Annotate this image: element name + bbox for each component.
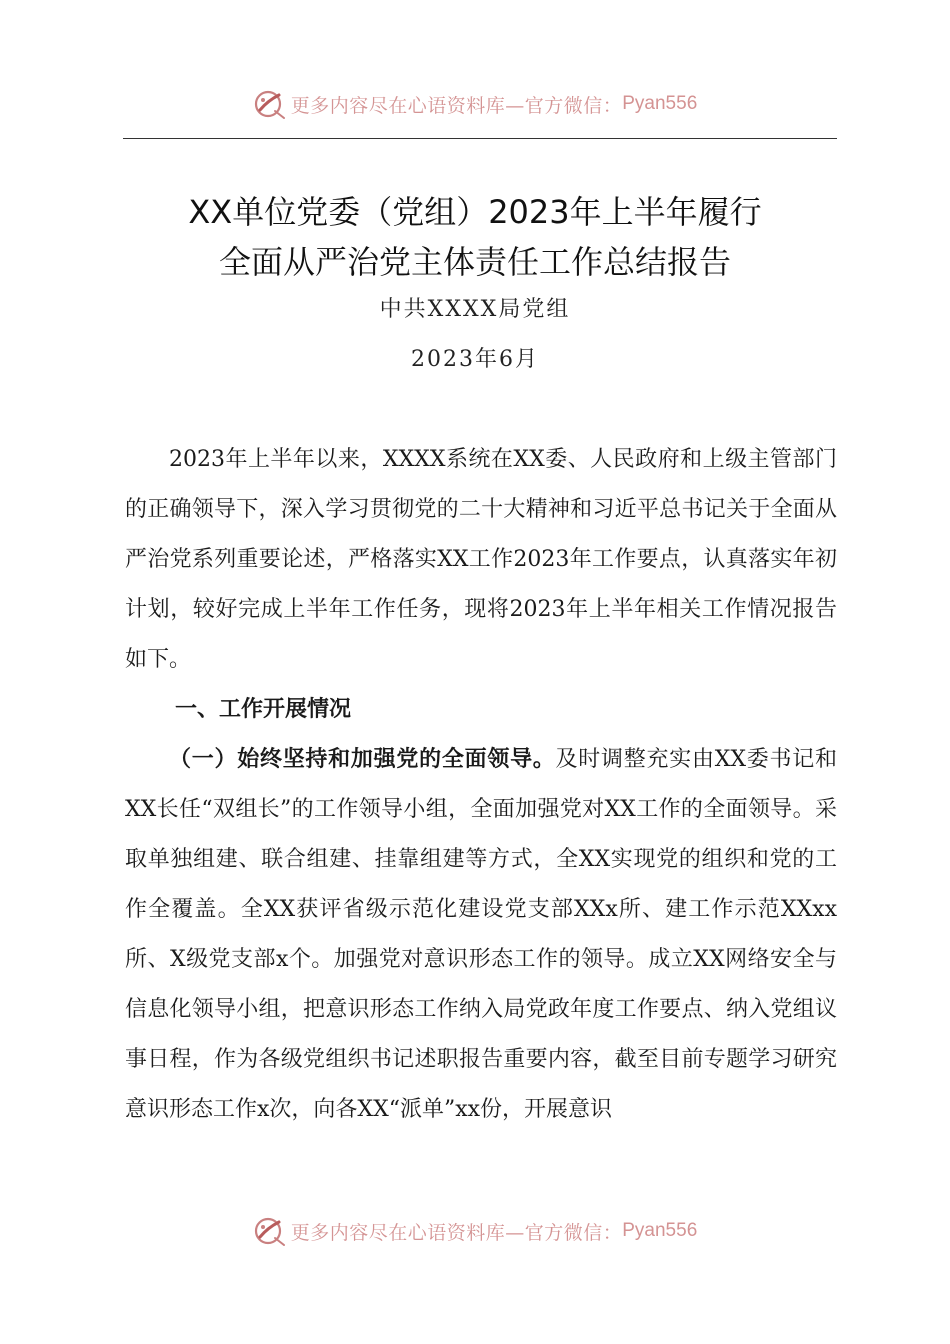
document-body bbox=[125, 435, 837, 1135]
document-title-line-2: 全面从严治党主体责任工作总结报告 bbox=[218, 243, 731, 281]
pen-circle-logo-icon bbox=[253, 1214, 287, 1248]
section-heading: 一、工作开展情况 bbox=[175, 697, 352, 722]
header-banner-text: 更多内容尽在心语资料库—官方微信： bbox=[290, 94, 623, 117]
document-title-line-1: XX单位党委（党组）2023年上半年履行 bbox=[188, 193, 762, 231]
header-banner-wechat-id: Pyan556 bbox=[622, 93, 698, 114]
header-divider bbox=[123, 138, 837, 139]
footer-banner-text: 更多内容尽在心语资料库—官方微信： bbox=[290, 1221, 623, 1244]
header-banner bbox=[0, 84, 950, 124]
footer-banner bbox=[0, 1211, 950, 1251]
subsection-paragraph bbox=[125, 735, 837, 1135]
document-organization: 中共XXXX局党组 bbox=[379, 297, 571, 322]
pen-circle-logo-icon bbox=[253, 87, 287, 121]
subsection-text: 及时调整充实由XX委书记和XX长任“双组长”的工作领导小组，全面加强党对XX工作的全面领导。采取单独组建、联合组建、挂靠组建等方式，全XX实现党的组织和党的工作全覆盖。全XX获评省级示范化建设党支部XXx所、建工作示范XXxx所、X级党支部x个。加强党对意识形态工作的领导。成立XX网络安全与信息化领导小组，把意识形态工作纳入局党政年度工作要点、纳入党组议事日程，作为各级党组织书记述职报告重要内容，截至目前专题学习研究意识形态工作x次，向各XX“派单”xx份，开展意识 bbox=[125, 747, 837, 1122]
footer-banner-wechat-id: Pyan556 bbox=[622, 1220, 698, 1241]
document-date: 2023年6月 bbox=[411, 347, 539, 372]
subsection-lead: （一）始终坚持和加强党的全面领导。 bbox=[169, 747, 556, 772]
intro-paragraph: 2023年上半年以来，XXXX系统在XX委、人民政府和上级主管部门的正确领导下，深入学习贯彻党的二十大精神和习近平总书记关于全面从严治党系列重要论述，严格落实XX工作2023年工作要点，认真落实年初计划，较好完成上半年工作任务，现将2023年上半年相关工作情况报告如下。 bbox=[125, 447, 837, 672]
